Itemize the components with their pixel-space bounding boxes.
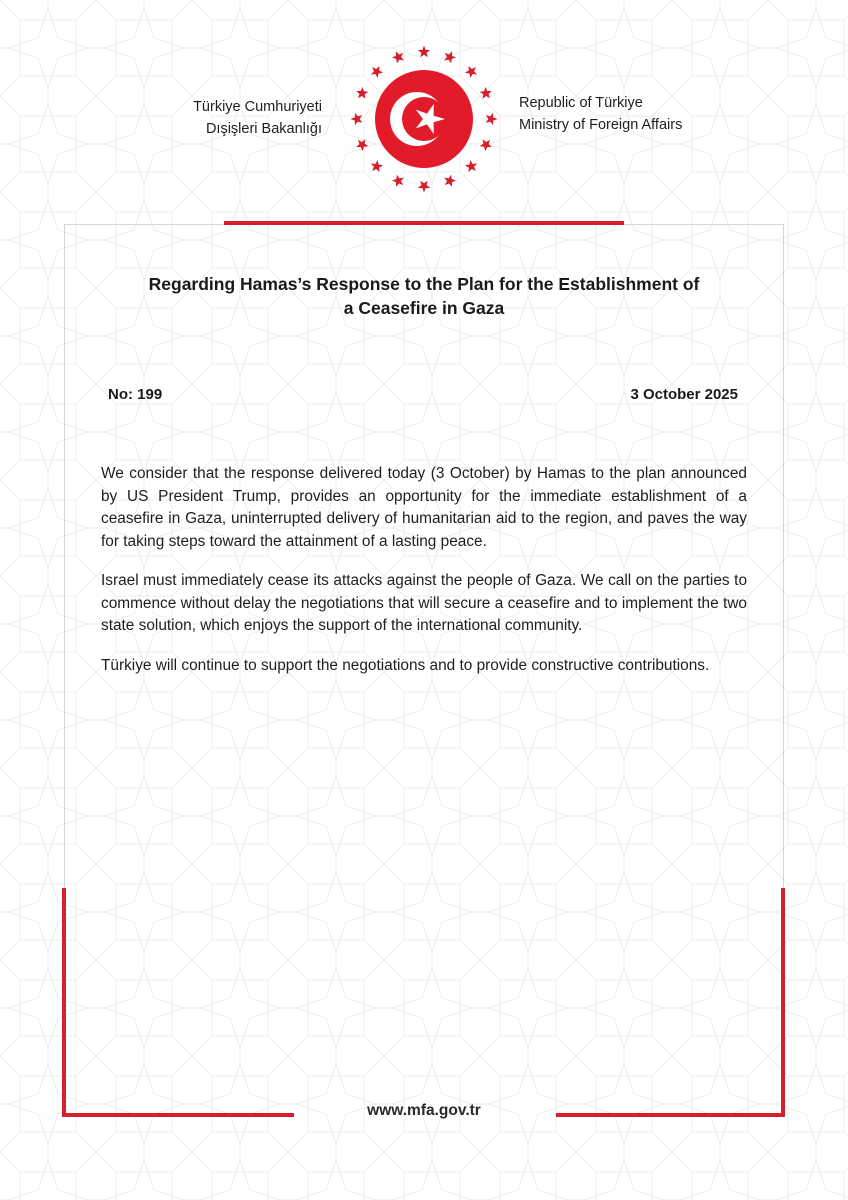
emblem-star-icon: [486, 113, 498, 125]
statement-number: No: 199: [108, 386, 163, 403]
emblem-star-icon: [371, 66, 383, 78]
frame-bottom-left-red-bar: [62, 1113, 294, 1117]
emblem-star-icon: [392, 51, 404, 63]
ministry-emblem-icon: [345, 40, 503, 198]
emblem-star-icon: [351, 113, 363, 125]
frame-right-line: [783, 224, 784, 889]
statement-date: 3 October 2025: [630, 386, 738, 403]
emblem-star-icon: [465, 66, 477, 78]
frame-left-line: [64, 224, 65, 889]
title-line-1: Regarding Hamas’s Response to the Plan for the Establishment of: [148, 274, 700, 294]
paragraph-1: We consider that the response delivered today (3 October) by Hamas to the plan announced by US President Trump, provides an opportunity for the immediate establishment of a ceasefire in Gaza, uninterrupted delivery of humanitarian aid to the region, and paves the way for taking steps toward the attainment of a lasting peace.: [101, 465, 747, 550]
paragraph-3: Türkiye will continue to support the negotiations and to provide constructive contributions.: [101, 656, 710, 674]
emblem-star-icon: [444, 175, 456, 187]
emblem-star-icon: [371, 160, 383, 172]
emblem-star-icon: [465, 160, 477, 172]
ministry-name-english: [519, 92, 739, 136]
frame-right-red-bar: [781, 888, 785, 1117]
emblem-star-icon: [480, 139, 492, 151]
emblem-star-icon: [356, 87, 368, 99]
statement-body: [101, 463, 747, 694]
emblem-star-icon: [480, 87, 492, 99]
frame-bottom-right-red-bar: [556, 1113, 785, 1117]
header-left-line2: Dışişleri Bakanlığı: [205, 121, 322, 137]
header-right-line1: Republic of Türkiye: [519, 95, 643, 111]
emblem-star-icon: [418, 181, 430, 193]
frame-top-red-bar: [224, 221, 624, 225]
header-right-line2: Ministry of Foreign Affairs: [519, 117, 683, 133]
emblem-star-icon: [418, 46, 430, 58]
emblem-star-icon: [444, 51, 456, 63]
emblem-star-icon: [356, 139, 368, 151]
ministry-name-turkish: [150, 96, 322, 140]
paragraph-2: Israel must immediately cease its attacks against the people of Gaza. We call on the parties to commence without delay the negotiations that will secure a ceasefire and to implement the two state solution, which enjoys the support of the international community.: [101, 572, 747, 634]
header-left-line1: Türkiye Cumhuriyeti: [193, 99, 322, 115]
title-line-2: a Ceasefire in Gaza: [343, 298, 505, 318]
emblem-star-icon: [392, 175, 404, 187]
frame-left-red-bar: [62, 888, 66, 1117]
website-link[interactable]: www.mfa.gov.tr: [367, 1102, 481, 1119]
document-title: [100, 272, 748, 320]
